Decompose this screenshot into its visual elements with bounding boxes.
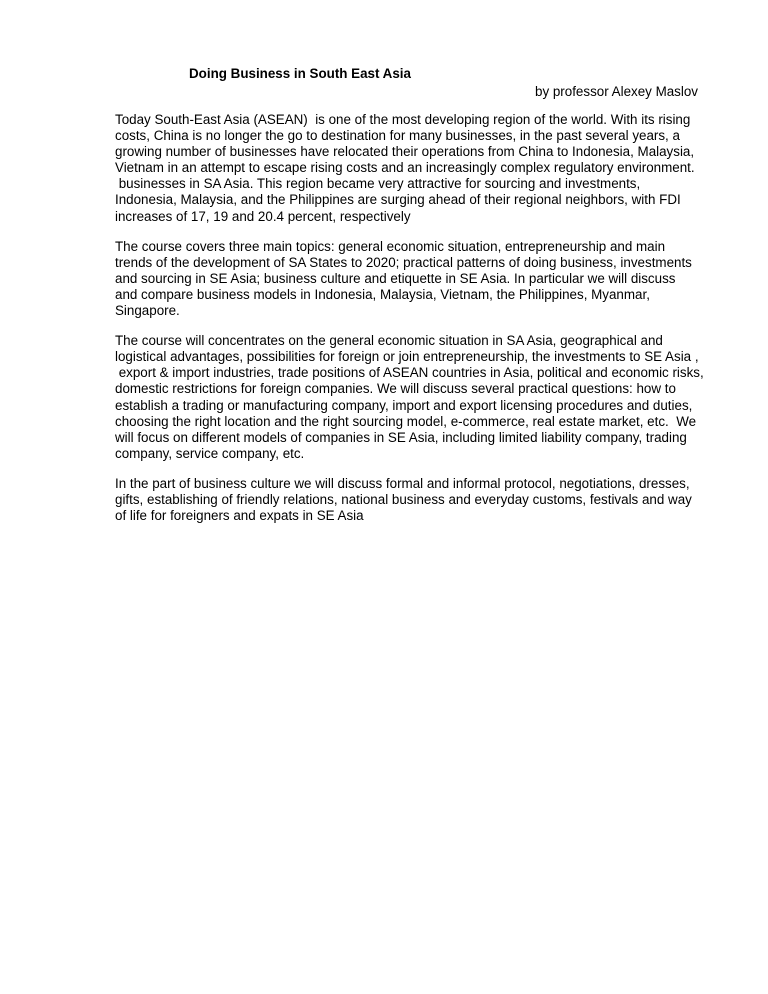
text-line: and sourcing in SE Asia; business culture and etiquette in SE Asia. In particular we will discuss [115,270,676,286]
text-line: domestic restrictions for foreign companies. We will discuss several practical questions: how to [115,381,676,397]
text-line: company, service company, etc. [115,445,305,461]
text-line: will focus on different models of companies in SE Asia, including limited liability company, trading [115,429,687,445]
text-line: Singapore. [115,303,180,319]
text-line: and compare business models in Indonesia, Malaysia, Vietnam, the Philippines, Myanmar, [115,286,650,302]
text-line: gifts, establishing of friendly relations, national business and everyday customs, festivals and way [115,491,692,507]
text-line: The course covers three main topics: general economic situation, entrepreneurship and main [115,238,666,254]
document-title: Doing Business in South East Asia [189,66,411,81]
text-line: businesses in SA Asia. This region became very attractive for sourcing and investments, [115,176,641,192]
author-byline: by professor Alexey Maslov [535,84,698,99]
text-line: export & import industries, trade positions of ASEAN countries in Asia, political and economic risks, [115,365,704,381]
text-line: of life for foreigners and expats in SE Asia [115,508,364,524]
paragraph-business-culture [115,476,705,524]
text-line: logistical advantages, possibilities for foreign or join entrepreneurship, the investments to SE Asia , [115,349,699,365]
text-line: Vietnam in an attempt to escape rising costs and an increasingly complex regulatory environment. [115,160,695,176]
text-line: Indonesia, Malaysia, and the Philippines are surging ahead of their regional neighbors, with FDI [115,192,681,208]
text-line: trends of the development of SA States to 2020; practical patterns of doing business, investments [115,254,692,270]
text-line: The course will concentrates on the general economic situation in SA Asia, geographical and [115,333,663,349]
text-line: costs, China is no longer the go to destination for many businesses, in the past several years, a [115,128,680,144]
document-body [115,112,705,538]
text-line: growing number of businesses have relocated their operations from China to Indonesia, Malaysia, [115,144,695,160]
paragraph-course-focus [115,333,705,462]
text-line: Today South-East Asia (ASEAN) is one of the most developing region of the world. With its rising [115,112,691,127]
text-line: choosing the right location and the right sourcing model, e-commerce, real estate market, etc. We [115,413,697,429]
text-line: In the part of business culture we will discuss formal and informal protocol, negotiations, dresses, [115,475,690,491]
paragraph-intro [115,112,705,225]
paragraph-course-topics [115,239,705,319]
text-line: increases of 17, 19 and 20.4 percent, respectively [115,208,411,224]
text-line: establish a trading or manufacturing company, import and export licensing procedures and duties, [115,397,693,413]
